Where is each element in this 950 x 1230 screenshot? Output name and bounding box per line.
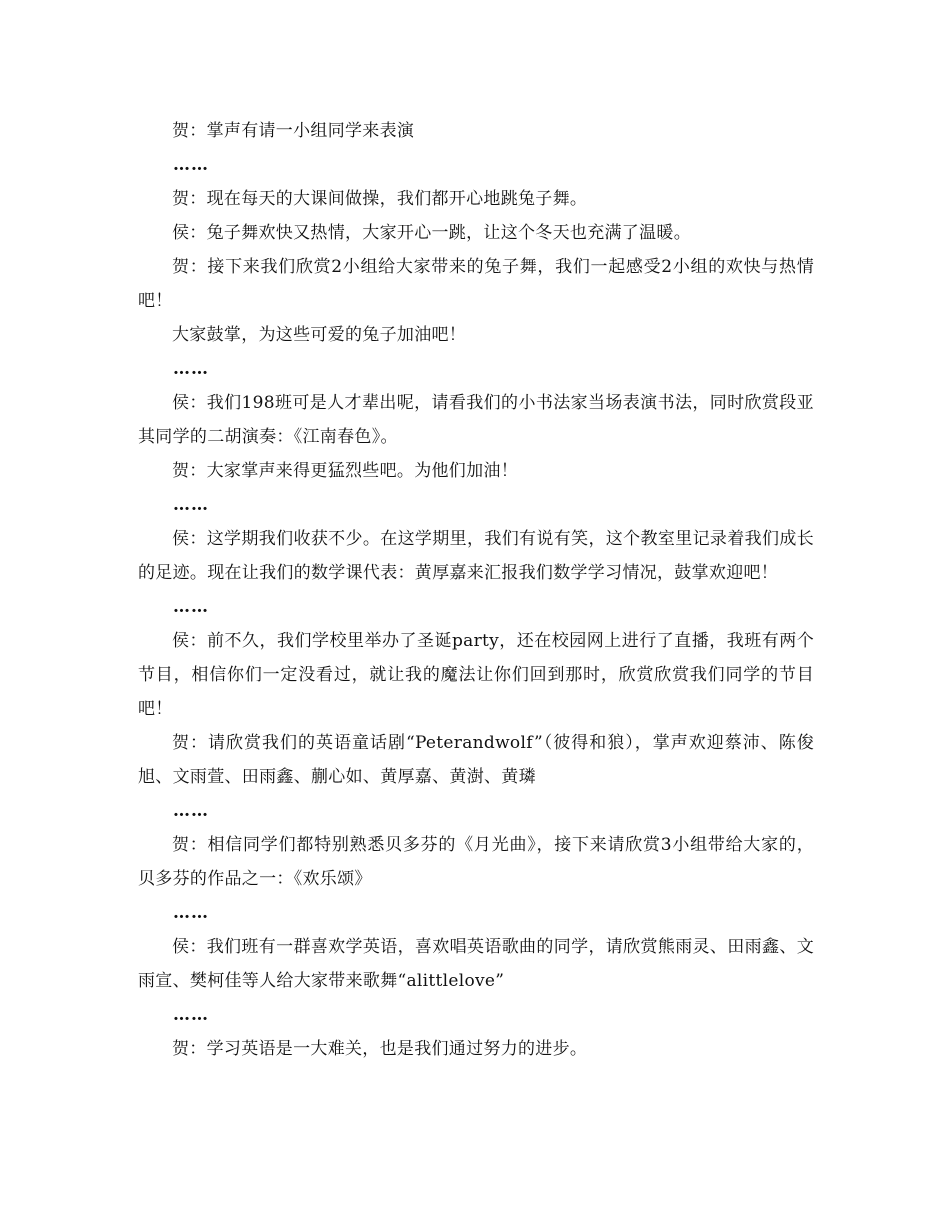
paragraph: 贺：现在每天的大课间做操，我们都开心地跳兔子舞。: [172, 189, 588, 209]
paragraph: 侯：我们班有一群喜欢学英语，喜欢唱英语歌曲的同学，请欣赏熊雨灵、田雨鑫、文雨宣、樊柯佳等人给大家带来歌舞“alittlelove”: [138, 937, 814, 991]
ellipsis: ……: [173, 155, 209, 175]
paragraph: 侯：兔子舞欢快又热情，大家开心一跳，让这个冬天也充满了温暖。: [172, 223, 691, 243]
document-body: [138, 114, 814, 1066]
paragraph: 大家鼓掌，为这些可爱的兔子加油吧！: [172, 325, 467, 345]
ellipsis: ……: [173, 495, 209, 515]
ellipsis: ……: [173, 903, 209, 923]
ellipsis: ……: [173, 359, 209, 379]
ellipsis: ……: [173, 1005, 209, 1025]
paragraph: 贺：大家掌声来得更猛烈些吧。为他们加油！: [172, 461, 518, 481]
paragraph: 侯：这学期我们收获不少。在这学期里，我们有说有笑，这个教室里记录着我们成长的足迹。现在让我们的数学课代表：黄厚嘉来汇报我们数学学习情况，鼓掌欢迎吧！: [138, 529, 814, 583]
paragraph: 侯：我们198班可是人才辈出呢，请看我们的小书法家当场表演书法，同时欣赏段亚其同学的二胡演奏：《江南春色》。: [138, 393, 814, 447]
paragraph: 贺：掌声有请一小组同学来表演: [172, 121, 415, 141]
paragraph: 贺：学习英语是一大难关，也是我们通过努力的进步。: [172, 1039, 588, 1059]
paragraph: 侯：前不久，我们学校里举办了圣诞party，还在校园网上进行了直播，我班有两个节目，相信你们一定没看过，就让我的魔法让你们回到那时，欣赏欣赏我们同学的节目吧！: [138, 631, 814, 719]
ellipsis: ……: [173, 597, 209, 617]
paragraph: 贺：请欣赏我们的英语童话剧“Peterandwolf”（彼得和狼），掌声欢迎蔡沛、陈俊旭、文雨萱、田雨鑫、蒯心如、黄厚嘉、黄澍、黄璘: [138, 733, 814, 787]
ellipsis: ……: [173, 801, 209, 821]
paragraph: 贺：接下来我们欣赏2小组给大家带来的兔子舞，我们一起感受2小组的欢快与热情吧！: [138, 257, 814, 311]
paragraph: 贺：相信同学们都特别熟悉贝多芬的《月光曲》，接下来请欣赏3小组带给大家的，贝多芬的作品之一：《欢乐颂》: [138, 835, 814, 889]
